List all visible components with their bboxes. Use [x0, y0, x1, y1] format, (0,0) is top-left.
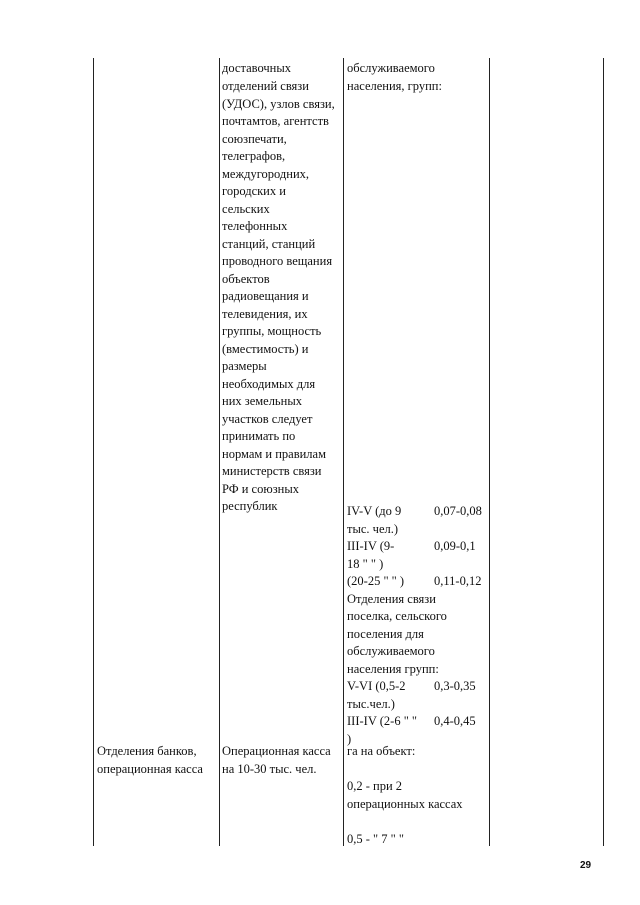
text-line: 18 " " ) [347, 557, 384, 571]
text-line: группы, мощность [222, 324, 322, 338]
page-number: 29 [580, 860, 592, 871]
text-line: союзпечати, [222, 132, 287, 146]
text-line: III-IV (2-6 " " [347, 714, 418, 728]
table-rule-4 [489, 58, 490, 846]
text-line: министерств связи [222, 464, 322, 478]
text-line: (20-25 " " ) [347, 574, 405, 588]
text-line: поселка, сельского [347, 609, 447, 623]
text-line: них земельных [222, 394, 302, 408]
text-line: тыс.чел.) [347, 697, 395, 711]
text-line: обслуживаемого [347, 644, 435, 658]
text-line: тыс. чел.) [347, 522, 399, 536]
text-line: населения, групп: [347, 79, 442, 93]
text-line: Отделения связи [347, 592, 436, 606]
text-line: ) [347, 732, 352, 746]
text-line: радиовещания и [222, 289, 309, 303]
norm-value: 0,07-0,08 [434, 504, 482, 518]
text-line: обслуживаемого [347, 61, 435, 75]
text-line: на 10-30 тыс. чел. [222, 762, 317, 776]
text-line: га на объект: [347, 744, 416, 758]
table-rule-right [603, 58, 604, 846]
text-line: телевидения, их [222, 307, 308, 321]
text-line: сельских [222, 202, 270, 216]
text-line: принимать по [222, 429, 296, 443]
text-line: станций, станций [222, 237, 316, 251]
text-line: междугородних, [222, 167, 310, 181]
norm-value: 0,09-0,1 [434, 539, 476, 553]
text-line: (вместимость) и [222, 342, 309, 356]
text-line: IV-V (до 9 [347, 504, 402, 518]
text-line: доставочных [222, 61, 292, 75]
text-line: размеры [222, 359, 267, 373]
norm-value: 0,3-0,35 [434, 679, 476, 693]
text-line: операционных кассах [347, 797, 463, 811]
text-line: телеграфов, [222, 149, 286, 163]
text-line: III-IV (9- [347, 539, 395, 553]
text-line: V-VI (0,5-2 [347, 679, 406, 693]
text-line: операционная касса [97, 762, 203, 776]
text-line: участков следует [222, 412, 313, 426]
text-line: (УДОС), узлов связи, [222, 97, 335, 111]
text-line: Отделения банков, [97, 744, 197, 758]
text-line: 0,5 - " 7 " " [347, 832, 404, 846]
text-line: поселения для [347, 627, 424, 641]
text-line: РФ и союзных [222, 482, 299, 496]
text-line: Операционная касса [222, 744, 331, 758]
text-line: населения групп: [347, 662, 439, 676]
text-line: проводного вещания [222, 254, 333, 268]
text-line: городских и [222, 184, 286, 198]
text-line: нормам и правилам [222, 447, 326, 461]
table-rule-2 [219, 58, 220, 846]
text-line: почтамтов, агентств [222, 114, 329, 128]
text-line: телефонных [222, 219, 288, 233]
text-line: объектов [222, 272, 270, 286]
table-rule-3 [343, 58, 344, 846]
norm-value: 0,11-0,12 [434, 574, 482, 588]
text-line: необходимых для [222, 377, 316, 391]
norm-value: 0,4-0,45 [434, 714, 476, 728]
text-line: 0,2 - при 2 [347, 779, 403, 793]
text-line: отделений связи [222, 79, 309, 93]
table-rule-left [93, 58, 94, 846]
text-line: республик [222, 499, 278, 513]
